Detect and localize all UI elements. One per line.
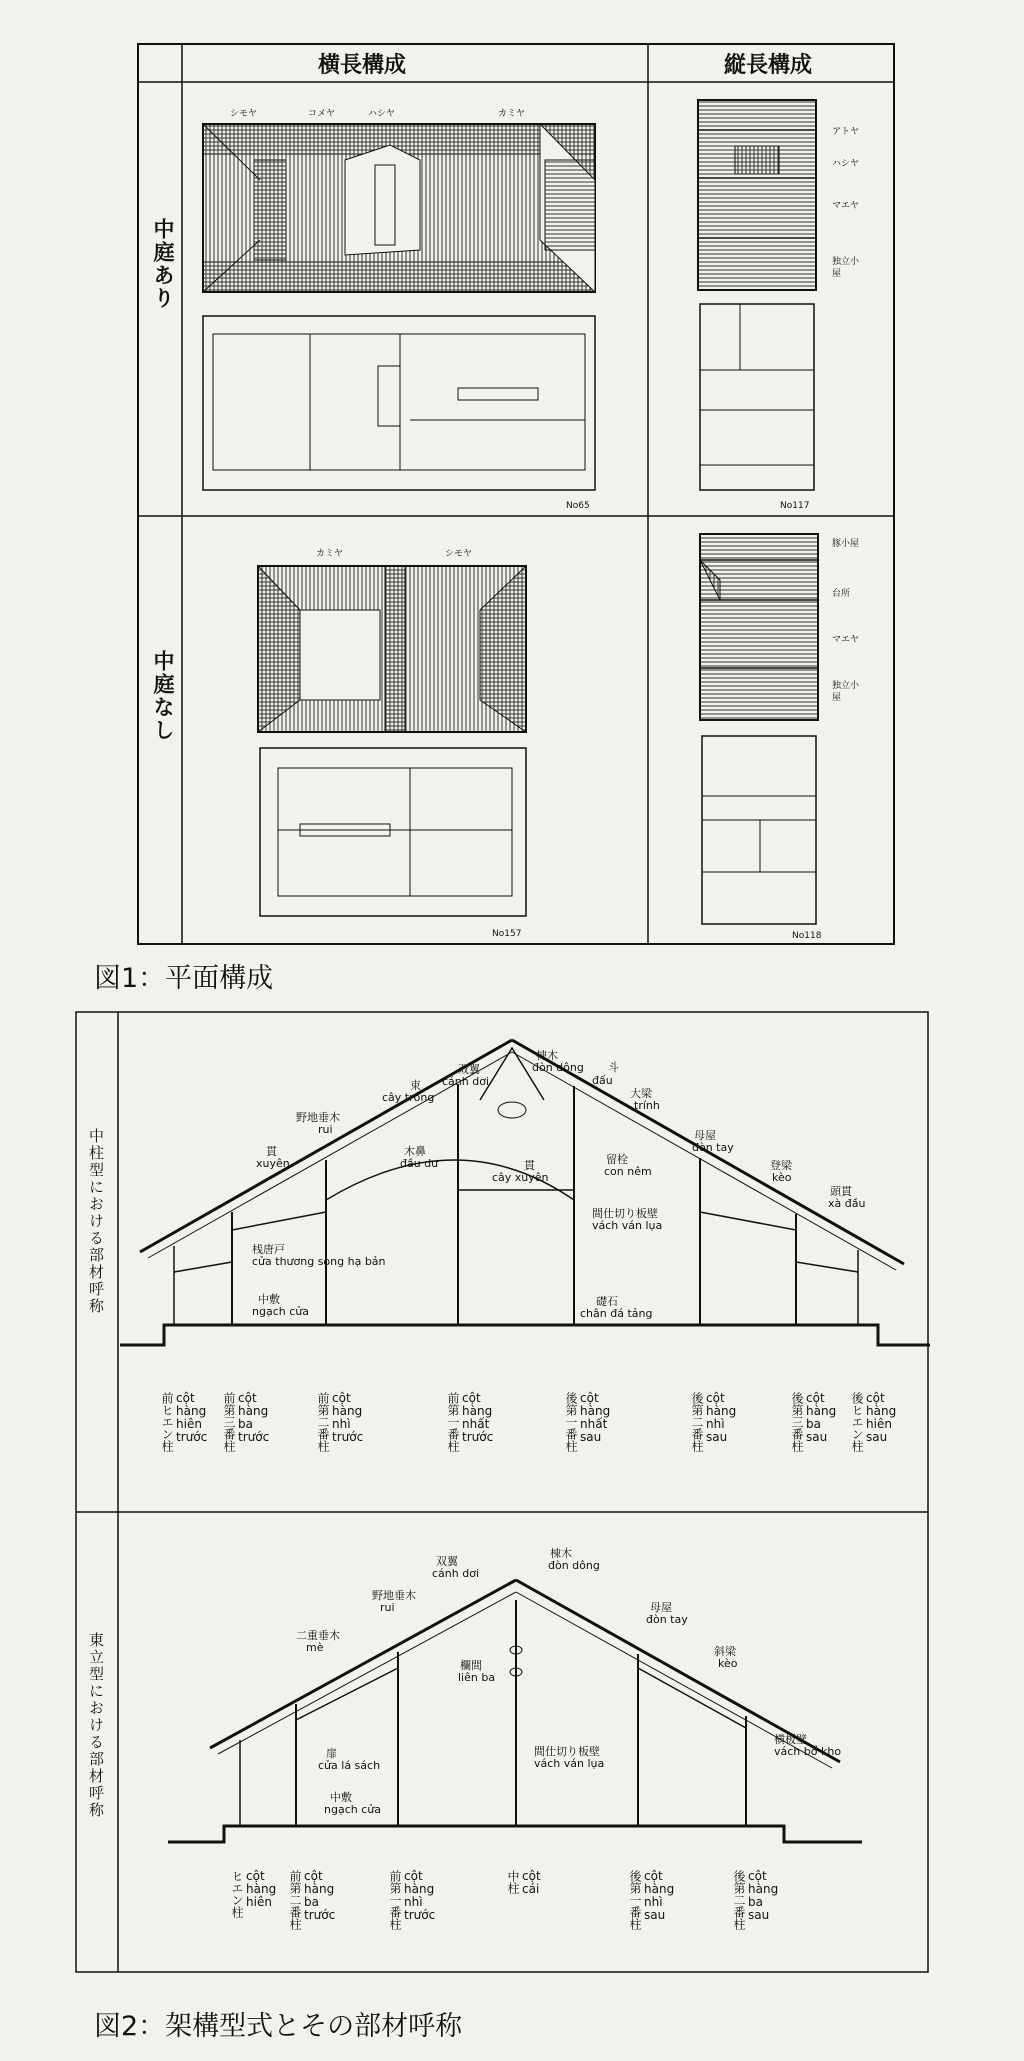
lbl-b-me: mè [306,1641,324,1654]
lbl-dau: đấu [592,1074,613,1087]
lbl-b-keo: kèo [718,1657,738,1670]
lbl-con-nem: con nêm [604,1165,652,1178]
lbl-b-vach-van-lua: vách ván lụa [534,1757,605,1770]
lbl-b-canh-doi: cánh dơi [432,1567,479,1580]
fig1-table-frame [0,0,1024,960]
label-hashiya-r: ハシヤ [832,159,860,169]
lbl-munagi: 棟木 [536,1049,558,1062]
col-top-2: 前第二番柱 cột hàng nhì trước [316,1391,364,1452]
fig2-frame [0,1000,1024,1990]
col-bot-1: 前第二番柱 cột hàng ba trước [288,1869,336,1930]
lbl-b-yokoitakabe: 横板壁 [774,1733,807,1746]
col-top-0: 前ヒエン柱 cột hàng hiên trước [160,1391,208,1452]
label-maeya-r2: マエヤ [832,635,860,645]
lbl-b-tobira: 扉 [326,1747,337,1760]
side-label-top: 中柱型における部材呼称 [87,1128,105,1315]
lbl-b-munagi: 棟木 [550,1547,572,1560]
lbl-kibana: 木鼻 [404,1145,426,1158]
lbl-vach-van-lua: vách ván lụa [592,1219,663,1232]
lbl-sankarado: 桟唐戸 [252,1243,285,1256]
side-label-bot: 東立型における部材呼称 [87,1632,105,1819]
no-117: No117 [780,501,810,511]
roof-plan-no65 [203,124,595,292]
label-butagoya: 豚小屋 [832,539,860,549]
row-label-ari: 中庭あり [151,218,175,310]
lbl-tsuka: 束 [410,1079,421,1092]
roof-plan-no118 [700,534,818,720]
lbl-dau-du: đầu dư [400,1157,439,1170]
lbl-moya: 母屋 [694,1129,716,1142]
lbl-masu: 斗 [608,1061,619,1074]
floor-plan-no65 [203,316,595,490]
no-65: No65 [566,501,590,511]
col-bot-3: 中柱 cột cái [506,1869,541,1896]
col-bot-5: 後第二番柱 cột hàng ba sau [732,1869,779,1930]
lbl-cay-trong: cây trồng [382,1091,435,1104]
lbl-b-rui: rui [380,1601,395,1614]
lbl-b-vach-bo-kho: vách bổ kho [774,1745,842,1758]
lbl-don-dong: đòn dông [532,1061,584,1074]
label-dokuritsu-r: 独立小屋 [832,257,860,279]
lbl-nuki: 貫 [266,1145,277,1158]
floor-plan-no118 [702,736,816,924]
col-top-6: 後第三番柱 cột hàng ba sau [790,1391,837,1452]
label-dokuritsu-r2: 独立小屋 [832,681,860,703]
label-kamiya-top: カミヤ [498,109,526,119]
no-157: No157 [492,929,522,939]
lbl-xa-dau: xà đầu [828,1197,866,1210]
lbl-kashiranuki: 頭貫 [830,1185,852,1198]
caption-fig1: 図1：平面構成 [94,963,274,994]
lbl-b-don-tay: đòn tay [646,1613,688,1626]
lbl-nojidaruki: 野地垂木 [296,1111,340,1124]
lbl-chan-da-tang: chân đá tảng [580,1307,653,1320]
label-atoya: アトヤ [832,127,860,137]
lbl-canh-doi: cánh dơi [442,1075,489,1088]
roof-plan-no157 [258,566,526,732]
lbl-tomesen: 留栓 [606,1153,628,1166]
label-shimoya-mid: シモヤ [445,549,473,559]
lbl-nakajiki: 中敷 [258,1293,280,1306]
roof-plan-no117 [698,100,816,290]
lbl-rui: rui [318,1123,333,1136]
col-top-4: 後第一番柱 cột hàng nhất sau [564,1391,611,1452]
caption-fig2: 図2：架構型式とその部材呼称 [94,2011,463,2042]
lbl-nuki2: 貫 [524,1159,535,1172]
floor-plan-no157 [260,748,526,916]
lbl-b-ngach-cua: ngạch cửa [324,1803,381,1816]
lbl-majikiri: 間仕切り板壁 [592,1207,658,1220]
lbl-b-nakajiki: 中敷 [330,1791,352,1804]
no-118: No118 [792,931,822,941]
lbl-b-majikiri: 間仕切り板壁 [534,1745,600,1758]
label-daidokoro: 台所 [832,589,851,599]
col-top-5: 後第二番柱 cột hàng nhì sau [690,1391,737,1452]
col-bot-4: 後第一番柱 cột hàng nhì sau [628,1869,675,1930]
col-top-1: 前第三番柱 cột hàng ba trước [222,1391,270,1452]
header-yoko: 横長構成 [318,53,407,78]
lbl-cua-thuong: cửa thương song hạ bản [252,1255,386,1268]
lbl-soyoku: 双翼 [458,1063,480,1076]
lbl-trinh: trính [634,1099,660,1112]
col-bot-0: ヒエン柱 cột hàng hiên [230,1869,277,1918]
header-tate: 縦長構成 [724,53,813,78]
floor-plan-no117 [700,304,814,490]
lbl-keo: kèo [772,1171,792,1184]
lbl-xuyen: xuyên [256,1157,290,1170]
lbl-b-ranma: 欄間 [460,1659,482,1672]
frame-higashidate [168,1580,862,1842]
lbl-b-moya: 母屋 [650,1601,672,1614]
col-top-3: 前第一番柱 cột hàng nhất trước [446,1391,494,1452]
label-shimoya-top: シモヤ [230,109,258,119]
lbl-b-soyoku: 双翼 [436,1555,458,1568]
label-hashiya: ハシヤ [368,109,396,119]
lbl-b-nojidaruki: 野地垂木 [372,1589,416,1602]
label-maeya-r: マエヤ [832,201,860,211]
label-komeya: コメヤ [308,109,336,119]
lbl-b-nijudaruki: 二重垂木 [296,1629,340,1642]
lbl-b-shahari: 斜梁 [714,1645,736,1658]
lbl-don-tay: đòn tay [692,1141,734,1154]
lbl-ohari: 大梁 [630,1087,652,1100]
lbl-ngach-cua: ngạch cửa [252,1305,309,1318]
label-kamiya-mid: カミヤ [316,549,344,559]
col-top-7: 後ヒエン柱 cột hàng hiên sau [850,1391,897,1452]
row-label-nashi: 中庭なし [151,650,175,742]
lbl-b-cua-la-sach: cửa lá sách [318,1759,381,1772]
frame-nakabashira [120,1040,930,1345]
lbl-b-don-dong: đòn dông [548,1559,600,1572]
lbl-noborihari: 登梁 [770,1159,792,1172]
lbl-b-lien-ba: liên ba [458,1671,496,1684]
col-bot-2: 前第一番柱 cột hàng nhì trước [388,1869,436,1930]
lbl-cay-xuyen: cây xuyên [492,1171,549,1184]
lbl-soseki: 礎石 [596,1295,618,1308]
